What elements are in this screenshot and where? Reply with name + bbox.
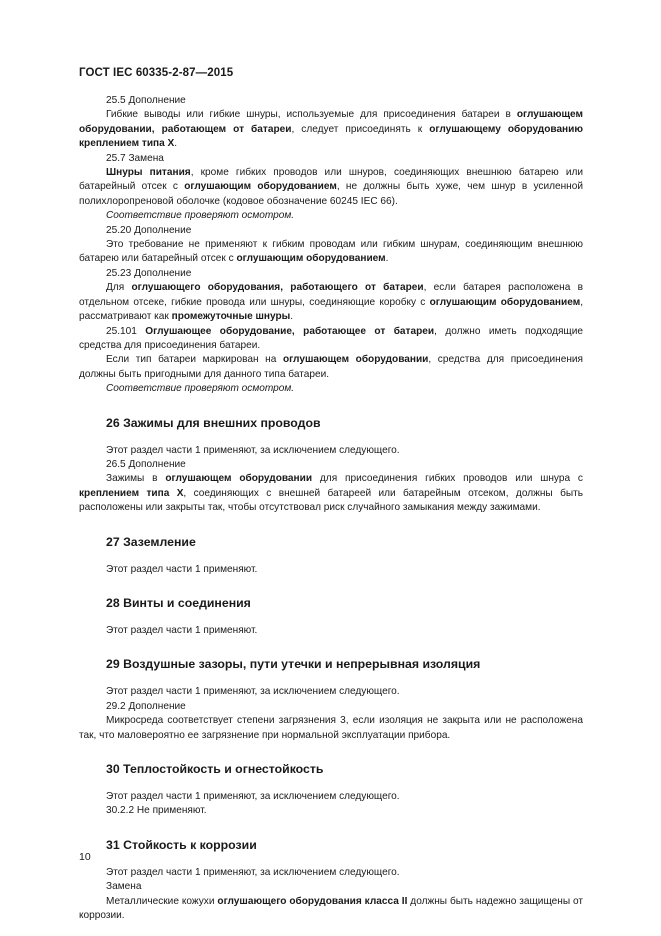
section-28-title: 28 Винты и соединения [106,595,251,610]
standard-header: ГОСТ IEC 60335-2-87—2015 [79,67,234,79]
clause-25-7-text: Шнуры питания, кроме гибких проводов или шнуров, соединяющих внешнюю батарею или батарейный отсек с оглушающим оборудованием, не должны быть хуже, чем шнур в усиленной полихлоропреновой оболочке (кодовое обозначение 60245 IEC 66). [79,167,583,207]
clause-29-2-heading: 29.2 Дополнение [106,700,186,712]
clause-25-101-text-2: Если тип батареи маркирован на оглушающем оборудовании, средства для присоединения должны быть пригодными для данного типа батареи. [79,354,583,380]
clause-25-101-text: 25.101 Оглушающее оборудование, работающее от батареи, должно иметь подходящие средства для присоединения батареи. [79,325,583,351]
section-26-title: 26 Зажимы для внешних проводов [106,415,321,430]
section-29-title: 29 Воздушные зазоры, пути утечки и непрерывная изоляция [106,657,481,672]
clause-26-5-heading: 26.5 Дополнение [106,458,186,470]
clause-30-2-2: 30.2.2 Не применяют. [106,805,207,817]
clause-25-5-text: Гибкие выводы или гибкие шнуры, используемые для присоединения батареи в оглушающем оборудовании, работающем от батареи, следует присоединять к оглушающему оборудованию креплением типа X. [79,109,583,150]
section-31-text: Металлические кожухи оглушающего оборудования класса II должны быть надежно защищены от коррозии. [79,895,584,922]
section-28-intro: Этот раздел части 1 применяют. [106,624,258,636]
page-number: 10 [79,851,91,863]
clause-25-23-heading: 25.23 Дополнение [106,267,192,279]
section-27-intro: Этот раздел части 1 применяют. [106,563,258,575]
clause-25-23-text: Для оглушающего оборудования, работающего от батареи, если батарея расположена в отдельном отсеке, гибкие провода или шнуры, соединяющие коробку с оглушающим оборудованием, рассматривают как промежуточные шнуры. [79,282,583,323]
clause-25-20-text: Это требование не применяют к гибким проводам или гибким шнурам, соединяющим внешнюю батарею или батарейный отсек с оглушающим оборудованием. [79,239,583,265]
section-30-title: 30 Теплостойкость и огнестойкость [106,762,324,776]
clause-26-5-text: Зажимы в оглушающем оборудовании для присоединения гибких проводов или шнура с креплением типа X, соединяющих с внешней батареей или батарейным отсеком, должны быть расположены или закрыты так, чтобы отсутствовал риск случайного замыкания между зажимами. [79,473,583,514]
section-27-title: 27 Заземление [106,534,196,549]
compliance-note: Соответствие проверяют осмотром. [106,383,295,395]
section-30-intro: Этот раздел части 1 применяют, за исключением следующего. [106,791,400,802]
section-31-intro: Этот раздел части 1 применяют, за исключением следующего. [106,866,400,878]
page-content [79,94,583,923]
section-31-title: 31 Стойкость к коррозии [106,837,257,852]
section-29-intro: Этот раздел части 1 применяют, за исключением следующего. [106,686,400,698]
section-31-replacement-heading: Замена [106,881,142,893]
compliance-note: Соответствие проверяют осмотром. [106,210,295,222]
clause-25-5-heading: 25.5 Дополнение [106,95,186,106]
clause-25-20-heading: 25.20 Дополнение [106,224,192,236]
clause-29-2-text: Микросреда соответствует степени загрязнения 3, если изоляция не закрыта или не расположена так, что маловероятно ее загрязнение при нормальной эксплуатации прибора. [79,715,583,741]
clause-25-7-heading: 25.7 Замена [106,152,164,164]
section-26-intro: Этот раздел части 1 применяют, за исключением следующего. [106,444,400,456]
